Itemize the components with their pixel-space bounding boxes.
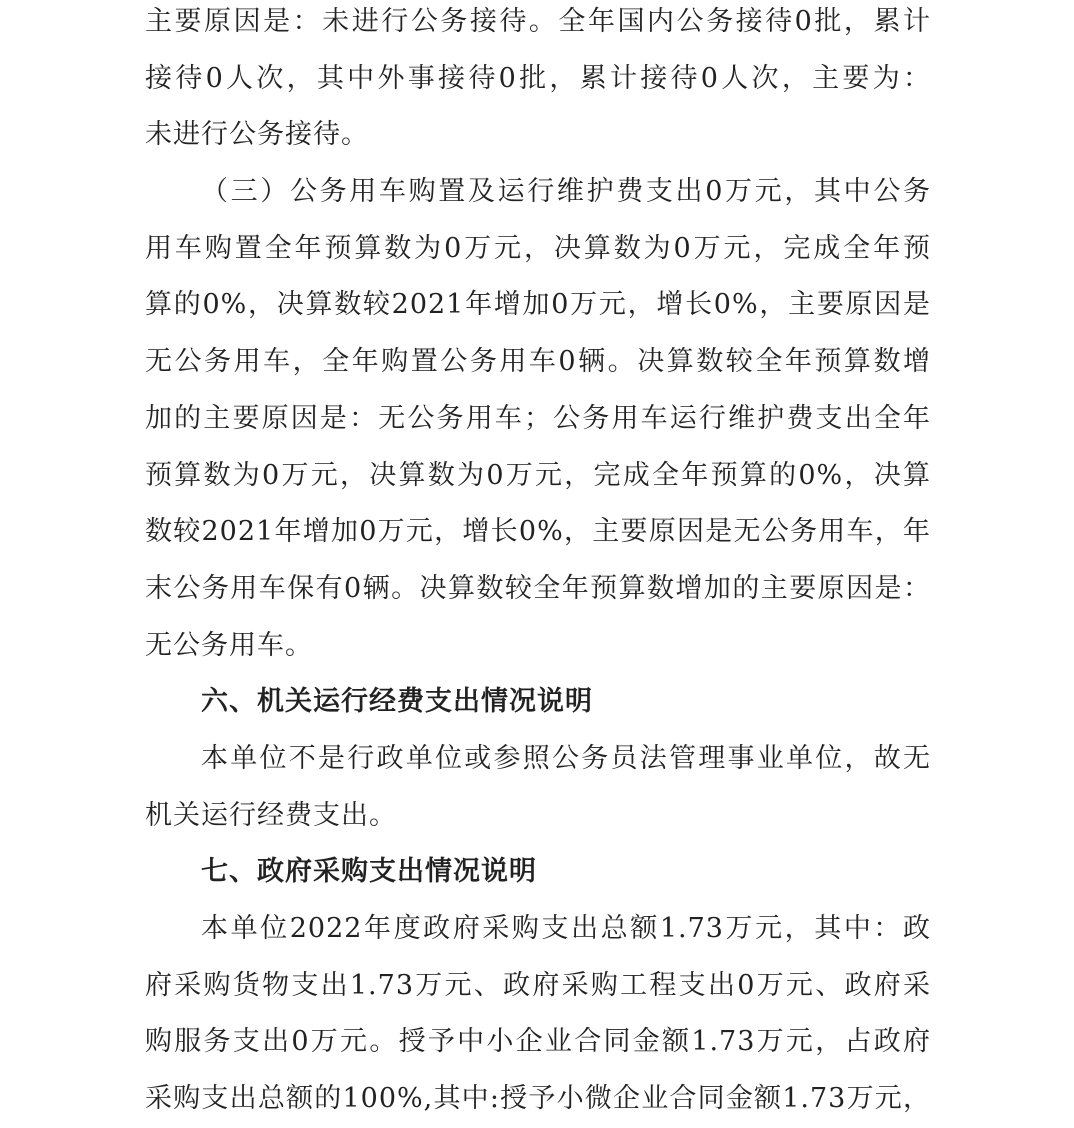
paragraph-line: 加的主要原因是：无公务用车；公务用车运行维护费支出全年 [145,402,931,434]
paragraph-line: 购服务支出0万元。授予中小企业合同金额1.73万元，占政府 [145,1026,931,1058]
paragraph-line: 无公务用车。 [145,629,313,661]
paragraph-line: 接待0人次，其中外事接待0批，累计接待0人次，主要为： [145,62,931,94]
paragraph-line: 主要原因是：未进行公务接待。全年国内公务接待0批，累计 [145,6,931,37]
paragraph-line: 无公务用车，全年购置公务用车0辆。决算数较全年预算数增 [145,346,931,378]
paragraph-line: 预算数为0万元，决算数为0万元，完成全年预算的0%，决算 [145,459,931,491]
paragraph-line: 府采购货物支出1.73万元、政府采购工程支出0万元、政府采 [145,969,931,1001]
section-heading-6: 六、机关运行经费支出情况说明 [201,686,593,718]
section-heading-7: 七、政府采购支出情况说明 [201,856,537,888]
paragraph-line: 本单位2022年度政府采购支出总额1.73万元，其中：政 [201,913,931,944]
paragraph-line: 用车购置全年预算数为0万元，决算数为0万元，完成全年预 [145,232,931,264]
paragraph-line: 本单位不是行政单位或参照公务员法管理事业单位，故无 [201,742,931,774]
paragraph-line: 未进行公务接待。 [145,119,369,151]
paragraph-line: 末公务用车保有0辆。决算数较全年预算数增加的主要原因是： [145,572,931,604]
document-page [145,0,931,1128]
paragraph-line: 采购支出总额的100%,其中:授予小微企业合同金额1.73万元， [145,1083,931,1115]
paragraph-line: 机关运行经费支出。 [145,799,397,831]
paragraph-line: 算的0%，决算数较2021年增加0万元，增长0%，主要原因是 [145,289,931,321]
paragraph-line: 数较2021年增加0万元，增长0%，主要原因是无公务用车，年 [145,516,931,548]
paragraph-line: （三）公务用车购置及运行维护费支出0万元，其中公务 [201,176,931,208]
